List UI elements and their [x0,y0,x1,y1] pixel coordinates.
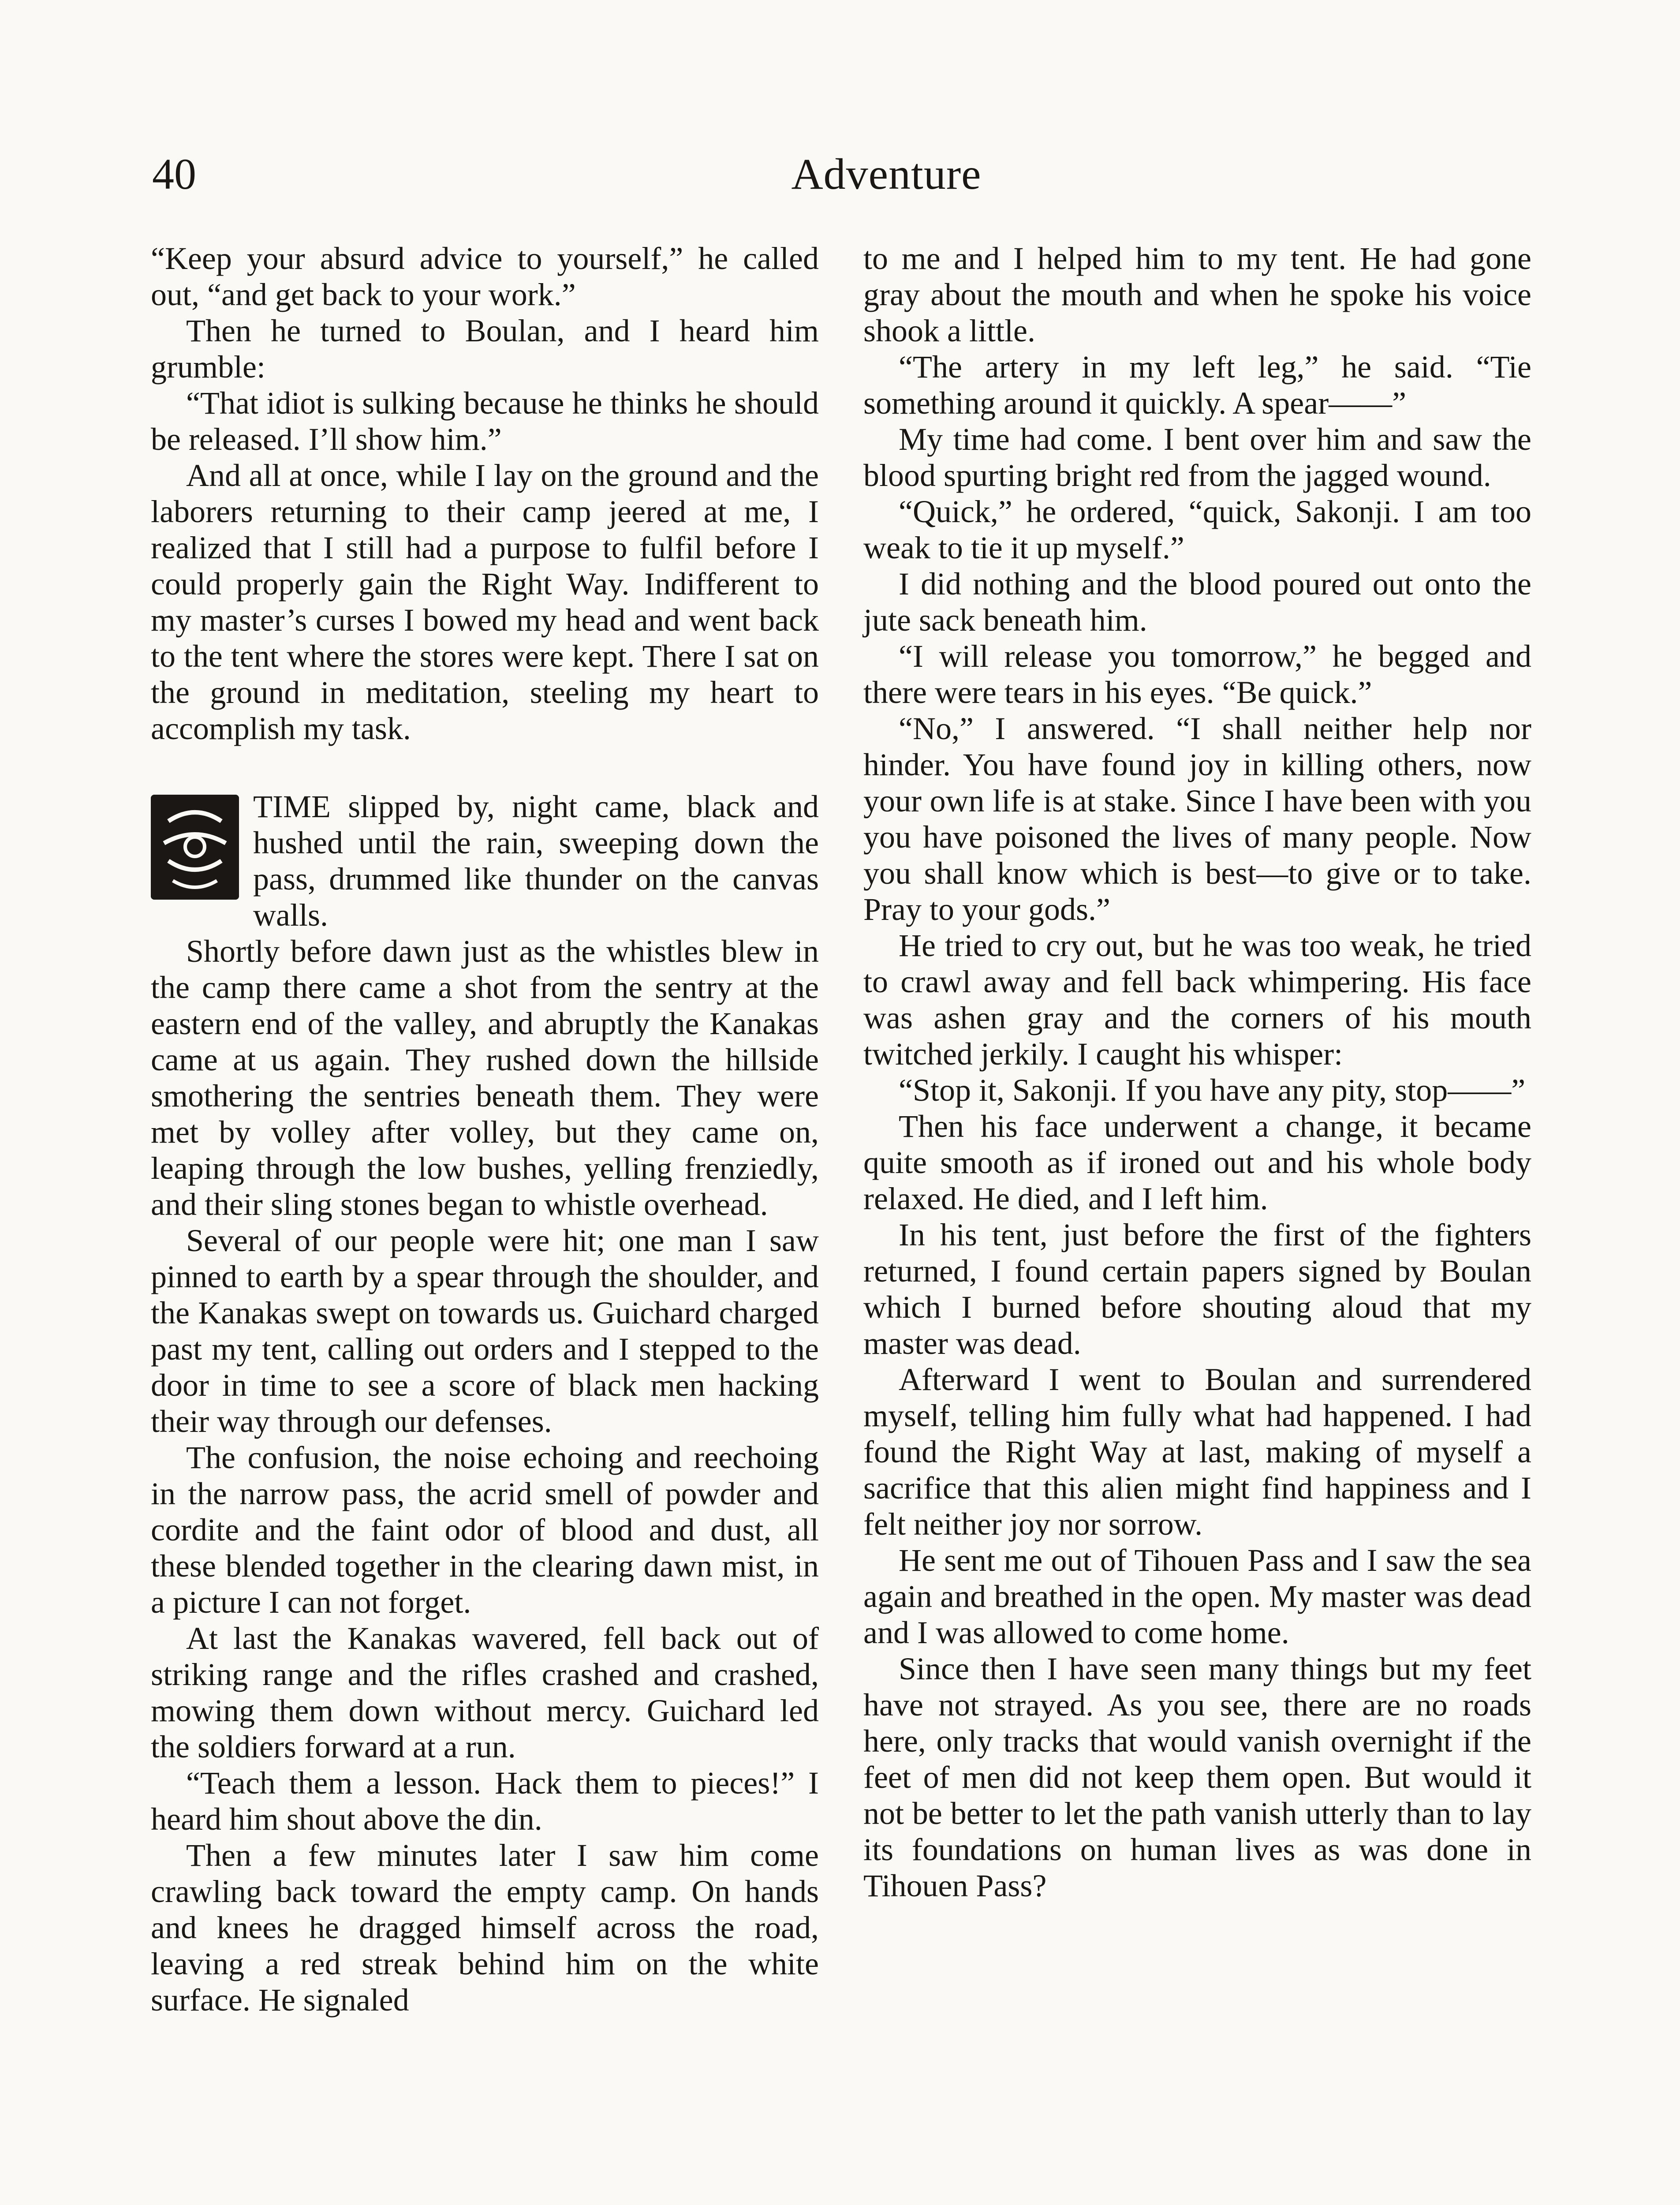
paragraph: Then he turned to Boulan, and I heard him grumble: [151,313,819,385]
paragraph: Afterward I went to Boulan and surrendered myself, telling him fully what had happened. I had found the Right Way at last, making of myself a sacrifice that this alien might find happiness and I felt neither joy nor sorrow. [863,1362,1531,1542]
paragraph: “Keep your absurd advice to yourself,” he called out, “and get back to your work.” [151,241,819,312]
paragraph: Then his face underwent a change, it became quite smooth as if ironed out and his whole body relaxed. He died, and I left him. [863,1109,1531,1216]
left-column [151,240,819,2018]
paragraph: In his tent, just before the first of the fighters returned, I found certain papers signed by Boulan which I burned before shouting aloud that my master was dead. [863,1217,1531,1361]
paragraph: to me and I helped him to my tent. He had gone gray about the mouth and when he spoke his voice shook a little. [863,241,1531,348]
paragraph: “I will release you tomorrow,” he begged and there were tears in his eyes. “Be quick.” [863,639,1531,710]
paragraph: Shortly before dawn just as the whistles blew in the camp there came a shot from the sentry at the eastern end of the valley, and abruptly the Kanakas came at us again. They rushed down the hillside smothering the sentries beneath them. They were met by volley after volley, but they came on, leaping through the low bushes, yelling frenziedly, and their sling stones began to whistle overhead. [151,934,819,1222]
right-column [863,240,1531,1904]
paragraph: And all at once, while I lay on the ground and the laborers returning to their camp jeered at me, I realized that I still had a purpose to fulfil before I could properly gain the Right Way. Indifferent to my master’s curses I bowed my head and went back to the tent where the stores were kept. There I sat on the ground in meditation, steeling my heart to accomplish my task. [151,458,819,746]
paragraph: “Teach them a lesson. Hack them to pieces!” I heard him shout above the din. [151,1765,819,1837]
section-opening [151,789,819,933]
paragraph: I did nothing and the blood poured out onto the jute sack beneath him. [863,566,1531,638]
paragraph: “That idiot is sulking because he thinks he should be released. I’ll show him.” [151,385,819,457]
section-ornament-icon [151,795,239,900]
paragraph: At last the Kanakas wavered, fell back out of striking range and the rifles crashed and crashed, mowing them down without mercy. Guichard led the soldiers forward at a run. [151,1621,819,1764]
paragraph: He tried to cry out, but he was too weak, he tried to crawl away and fell back whimpering. His face was ashen gray and the corners of his mouth twitched jerkily. I caught his whisper: [863,928,1531,1072]
paragraph: “Stop it, Sakonji. If you have any pity, stop——” [899,1073,1526,1108]
paragraph: “The artery in my left leg,” he said. “Tie something around it quickly. A spear——” [863,349,1531,421]
page-header [0,146,1680,203]
paragraph: He sent me out of Tihouen Pass and I saw the sea again and breathed in the open. My master was dead and I was allowed to come home. [863,1543,1531,1650]
paragraph: “Quick,” he ordered, “quick, Sakonji. I am too weak to tie it up myself.” [863,494,1531,565]
paragraph: The confusion, the noise echoing and reechoing in the narrow pass, the acrid smell of powder and cordite and the faint odor of blood and dust, all these blended together in the clearing dawn mist, in a picture I can not forget. [151,1440,819,1620]
paragraph: “No,” I answered. “I shall neither help nor hinder. You have found joy in killing others, now your own life is at stake. Since I have been with you you have poisoned the lives of many people. Now you shall know which is best—to give or to take. Pray to your gods.” [863,711,1531,927]
magazine-title: Adventure [791,149,982,198]
paragraph: My time had come. I bent over him and saw the blood spurting bright red from the jagged wound. [863,422,1531,493]
section-opening-paragraph: TIME slipped by, night came, black and hushed until the rain, sweeping down the pass, drummed like thunder on the canvas walls. [253,789,819,933]
paragraph: Then a few minutes later I saw him come crawling back toward the empty camp. On hands and knees he dragged himself across the road, leaving a red streak behind him on the white surface. He signaled [151,1838,819,2018]
page-number: 40 [152,149,196,198]
paragraph: Several of our people were hit; one man I saw pinned to earth by a spear through the shoulder, and the Kanakas swept on towards us. Guichard charged past my tent, calling out orders and I stepped to the door in time to see a score of black men hacking their way through our defenses. [151,1223,819,1439]
paragraph: Since then I have seen many things but my feet have not strayed. As you see, there are no roads here, only tracks that would vanish overnight if the feet of men did not keep them open. But would it not be better to let the path vanish utterly than to lay its foundations on human lives as was done in Tihouen Pass? [863,1651,1531,1903]
